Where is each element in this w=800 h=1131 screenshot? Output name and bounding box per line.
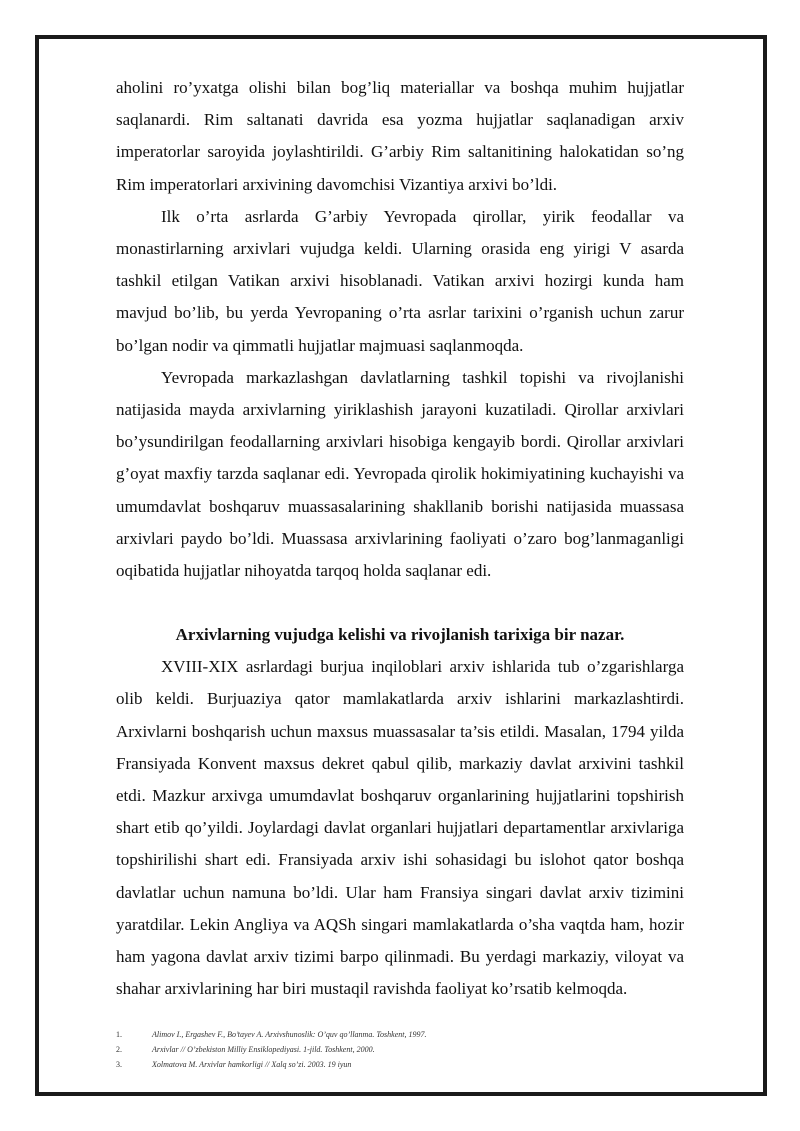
footnote-item: [116, 1042, 684, 1057]
footnote-text: Alimov I., Ergashev F., Bo’tayev A. Arxivshunoslik: O’quv qo’llanma. Toshkent, 1997.: [152, 1030, 427, 1039]
footnote-text: Xolmatova M. Arxivlar hamkorligi // Xalq so’zi. 2003. 19 iyun: [152, 1060, 352, 1069]
footnote-text: Arxivlar // O’zbekiston Milliy Ensiklopediyasi. 1-jild. Toshkent, 2000.: [152, 1045, 375, 1054]
paragraph-3: Yevropada markazlashgan davlatlarning tashkil topishi va rivojlanishi natijasida mayda arxivlarning yiriklashish jarayoni kuzatiladi. Qirollar arxivlari bo’ysundirilgan feodallarning arxivlari hisobiga kengayib bordi. Qirollar arxivlari g’oyat maxfiy tarzda saqlanar edi. Yevropada qirolik hokimiyatining kuchayishi va umumdavlat boshqaruv muassasalarining shakllanib borishi natijasida muassasa arxivlari paydo bo’ldi. Muassasa arxivlarining faoliyati o’zaro bog’lanmaganligi oqibatida hujjatlar nihoyatda tarqoq holda saqlanar edi.: [116, 367, 684, 581]
footnotes: [116, 1027, 684, 1072]
paragraph-2: Ilk o’rta asrlarda G’arbiy Yevropada qirollar, yirik feodallar va monastirlarning arxivlari vujudga keldi. Ularning orasida eng yirigi V asarda tashkil etilgan Vatikan arxivi hisoblanadi. Vatikan arxivi hozirgi kunda ham mavjud bo’lib, bu yerda Yevropaning o’rta asrlar tarixini o’rganish uchun zarur bo’lgan nodir va qimmatli hujjatlar majmuasi saqlanmoqda.: [116, 206, 684, 355]
paragraph-4: XVIII-XIX asrlardagi burjua inqiloblari arxiv ishlarida tub o’zgarishlarga olib keldi. Burjuaziya qator mamlakatlarda arxiv ishlarini markazlashtirdi. Arxivlarni boshqarish uchun maxsus muassasalar ta’sis etildi. Masalan, 1794 yilda Fransiyada Konvent maxsus dekret qabul qilib, markaziy davlat arxivini tashkil etdi. Mazkur arxivga umumdavlat boshqaruv organlarining hujjatlarini topshirish shart etib qo’yildi. Joylardagi davlat organlari hujjatlari departamentlar arxivlariga topshirilishi shart edi. Fransiyada arxiv ishi sohasidagi bu islohot qator boshqa davlatlar uchun namuna bo’ldi. Ular ham Fransiya singari davlat arxiv tizimini yaratdilar. Lekin Angliya va AQSh singari mamlakatlarda o’sha vaqtda ham, hozir ham yagona davlat arxiv tizimi barpo qilinmadi. Bu yerdagi markaziy, viloyat va shahar arxivlarining har biri mustaqil ravishda faoliyat ko’rsatib kelmoqda.: [116, 657, 684, 999]
footnote-number: 3.: [116, 1060, 122, 1069]
section-heading: Arxivlarning vujudga kelishi va rivojlanish tarixiga bir nazar.: [175, 625, 625, 645]
footnote-item: [116, 1027, 684, 1042]
footnote-number: 2.: [116, 1045, 122, 1054]
document-body: [116, 72, 684, 1005]
paragraph-1: aholini ro’yxatga olishi bilan bog’liq materiallar va boshqa muhim hujjatlar saqlanardi. Rim saltanati davrida esa yozma hujjatlar saqlanadigan arxiv imperatorlar saroyida joylashtirildi. G’arbiy Rim saltanitining halokatidan so’ng Rim imperatorlari arxivining davomchisi Vizantiya arxivi bo’ldi.: [116, 78, 684, 194]
footnote-number: 1.: [116, 1030, 122, 1039]
footnote-item: [116, 1057, 684, 1072]
